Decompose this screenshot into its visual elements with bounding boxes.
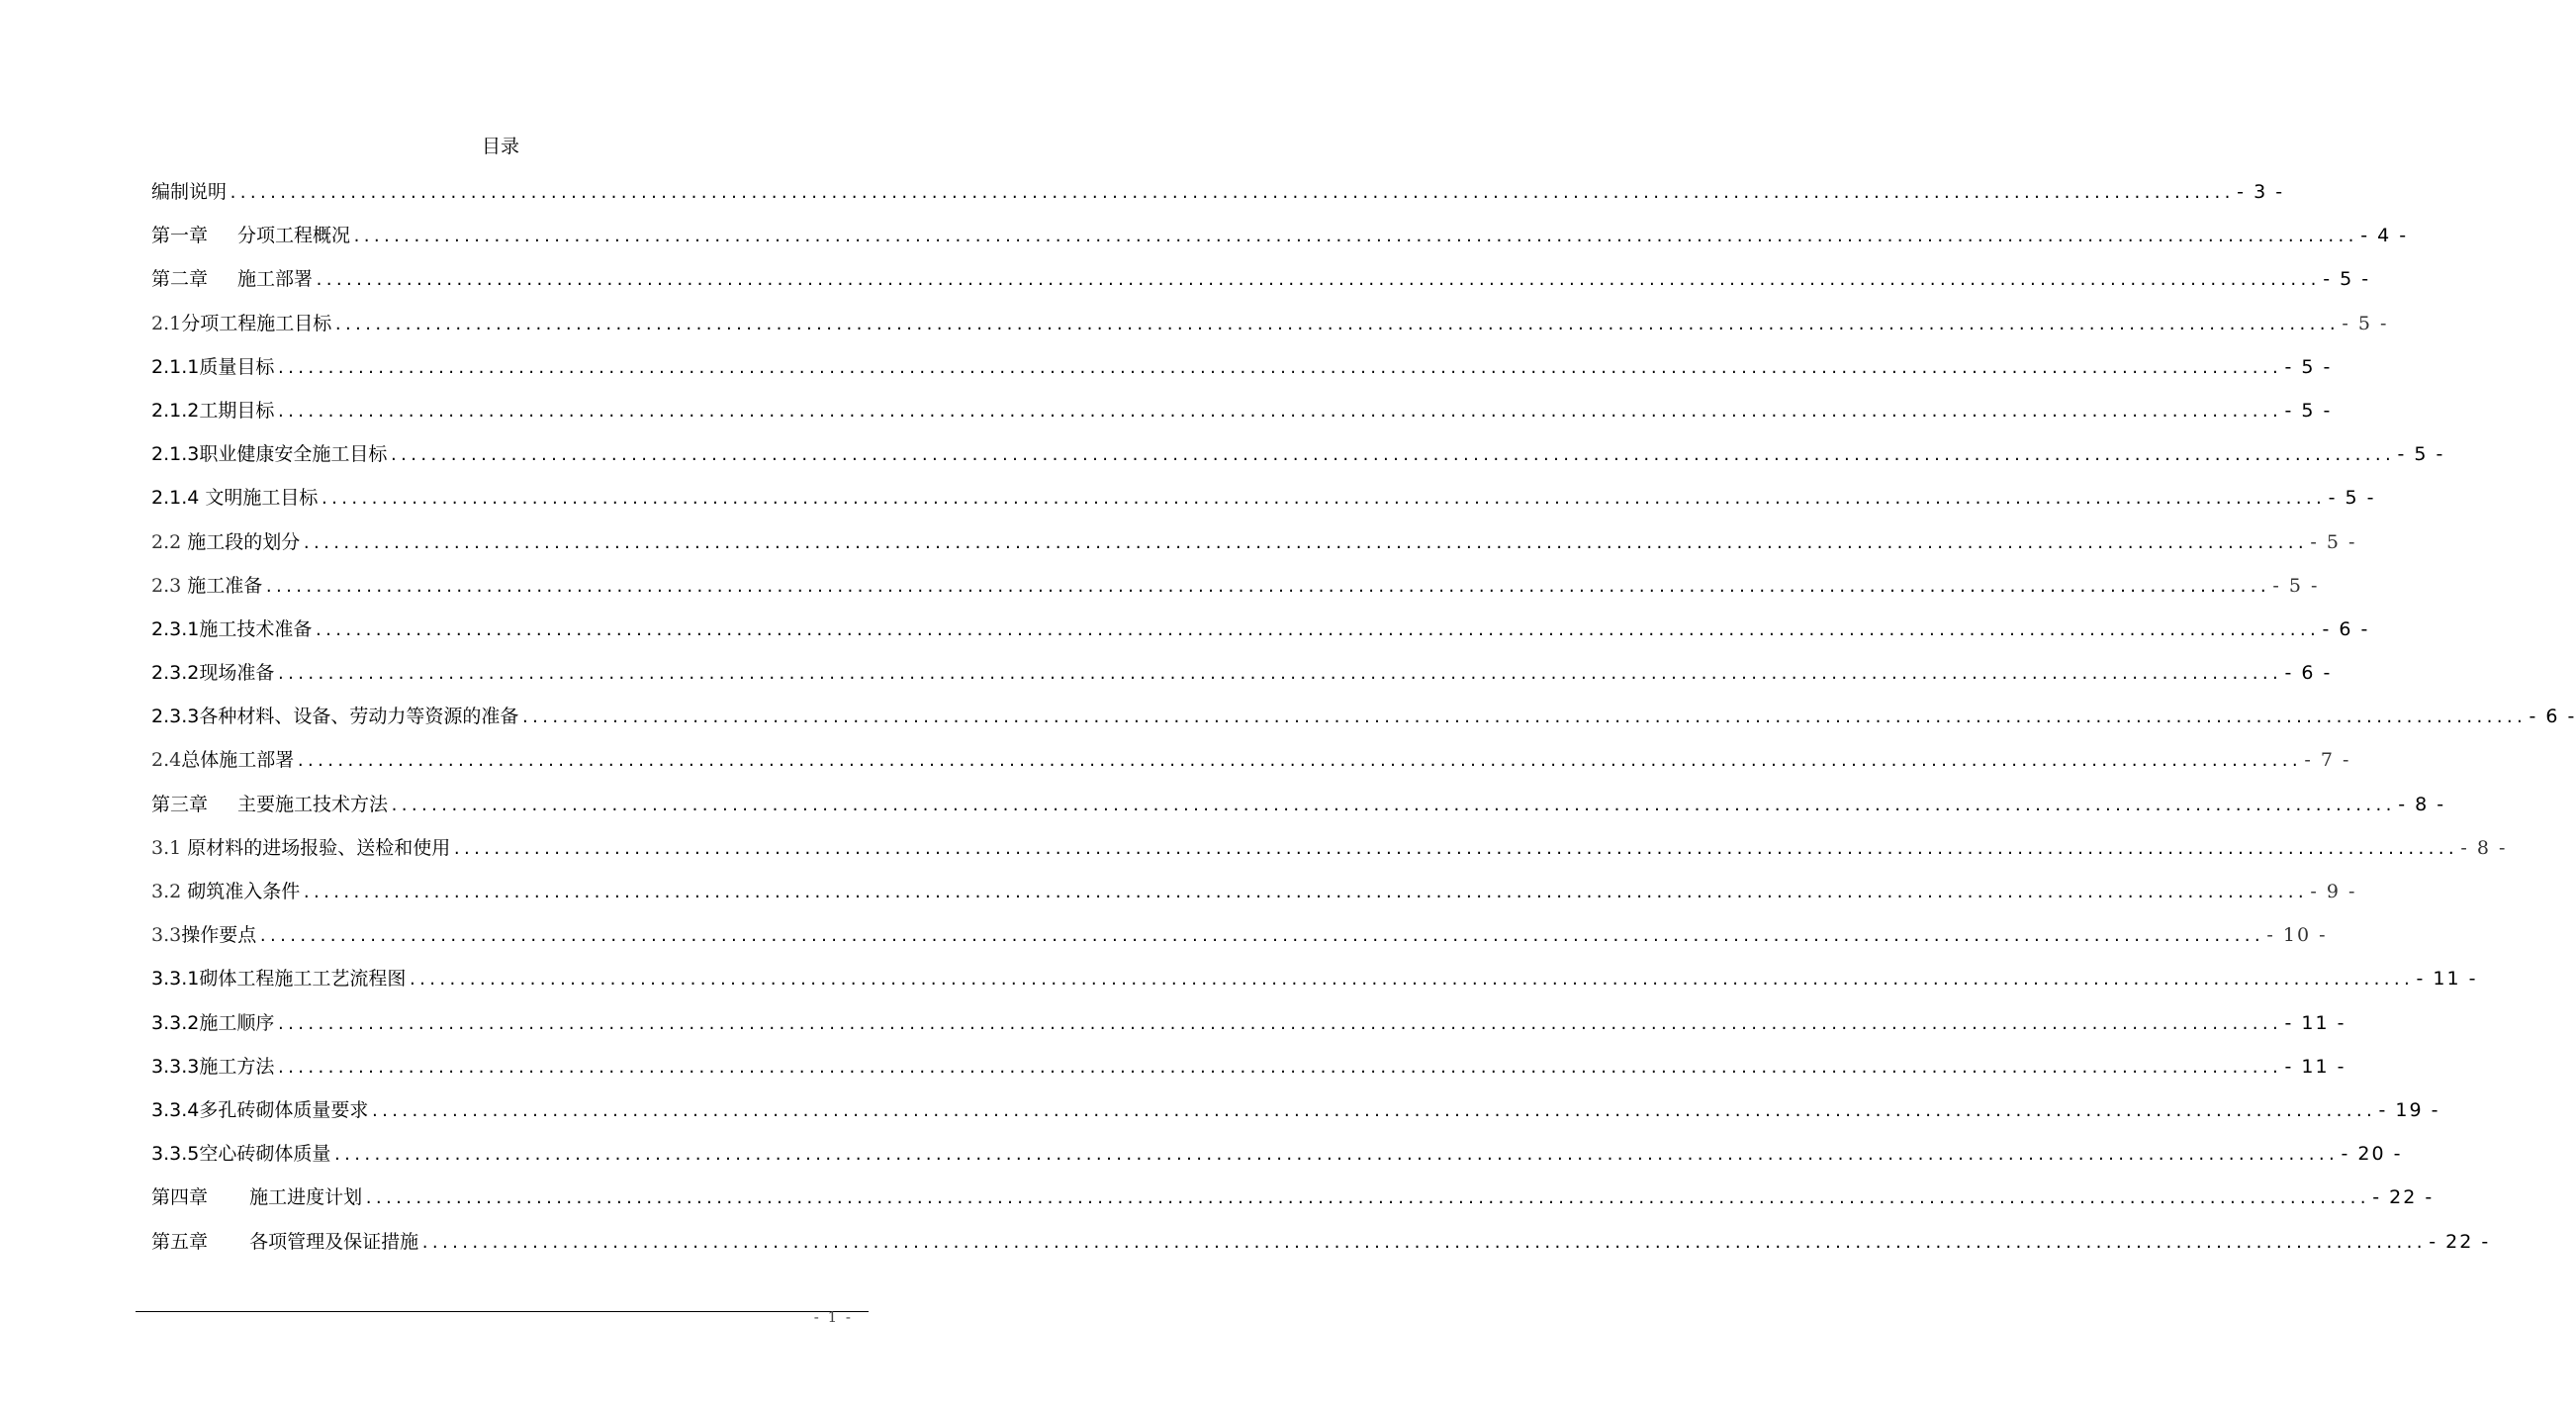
toc-entry-number: 第三章 <box>151 793 209 815</box>
toc-entry-number: 第五章 <box>151 1230 209 1253</box>
toc-entry-number: 3.1 <box>151 836 182 859</box>
toc-entry-number: 2.1.2 <box>151 399 200 422</box>
toc-entry-page: - 4 - <box>2360 225 2409 247</box>
toc-entry-page: - 7 - <box>2304 749 2351 772</box>
toc-entry-title: 空心砖砌体质量 <box>199 1143 331 1166</box>
toc-dot-leader: ........................................................................................................................................................................................................ <box>276 1014 2281 1033</box>
toc-entry-title: 主要施工技术方法 <box>237 793 389 815</box>
toc-entry-number: 2.1 <box>151 312 182 334</box>
toc-entry-title: 质量目标 <box>199 355 275 378</box>
toc-entry-page: - 6 - <box>2529 706 2576 728</box>
toc-dot-leader: ........................................................................................................................................................................................................ <box>390 796 2395 814</box>
toc-entry-page: - 11 - <box>2416 968 2478 991</box>
toc-entry-page: - 3 - <box>2237 181 2285 203</box>
toc-dot-leader: ........................................................................................................................................................................................................ <box>276 665 2281 684</box>
toc-entry-page: - 19 - <box>2378 1098 2440 1121</box>
toc-entry-number: 2.3 <box>151 574 182 597</box>
toc-entry-page: - 22 - <box>2372 1186 2435 1209</box>
toc-entry-page: - 22 - <box>2429 1230 2491 1253</box>
toc-dot-leader: ........................................................................................................................................................................................................ <box>302 533 2307 552</box>
toc-entry[interactable] <box>151 957 2478 1000</box>
toc-entry-page: - 8 - <box>2460 836 2508 859</box>
toc-entry-number: 2.3.2 <box>151 662 200 685</box>
toc-entry-page: - 5 - <box>2342 312 2389 334</box>
toc-entry[interactable] <box>151 1132 2403 1176</box>
toc-entry-number: 2.3.3 <box>151 706 200 728</box>
toc-entry-number: 3.3 <box>151 924 182 947</box>
toc-entry[interactable] <box>151 1220 2491 1264</box>
toc-entry-page: - 5 - <box>2397 443 2445 466</box>
toc-entry-number: 3.3.3 <box>151 1055 200 1078</box>
toc-entry-number: 3.3.2 <box>151 1011 200 1034</box>
page-title: 目录 <box>481 136 519 157</box>
toc-entry-page: - 10 - <box>2266 924 2328 947</box>
toc-entry[interactable] <box>151 695 2576 738</box>
toc-dot-leader: ........................................................................................................................................................................................................ <box>420 1233 2426 1252</box>
table-of-contents <box>151 170 2576 1264</box>
toc-dot-leader: ........................................................................................................................................................................................................ <box>264 577 2269 596</box>
toc-entry-title: 施工技术准备 <box>199 617 313 640</box>
toc-entry-title: 现场准备 <box>199 662 275 685</box>
toc-entry-title: 施工顺序 <box>199 1011 275 1034</box>
toc-entry-title: 原材料的进场报验、送检和使用 <box>181 836 451 859</box>
toc-entry-page: - 5 - <box>2328 487 2376 510</box>
toc-entry-title: 各项管理及保证措施 <box>237 1230 419 1253</box>
toc-dot-leader: ........................................................................................................................................................................................................ <box>333 315 2339 333</box>
toc-entry-number: 3.3.4 <box>151 1098 200 1121</box>
toc-entry[interactable] <box>151 1088 2440 1132</box>
toc-entry[interactable] <box>151 913 2328 957</box>
toc-entry-title: 分项工程概况 <box>237 225 351 247</box>
toc-entry[interactable] <box>151 826 2508 870</box>
toc-entry-number: 2.1.4 <box>151 487 200 510</box>
toc-entry-page: - 11 - <box>2284 1011 2346 1034</box>
toc-entry-title: 总体施工部署 <box>181 749 295 772</box>
toc-entry-title: 编制说明 <box>151 181 228 203</box>
toc-entry-number: 2.2 <box>151 530 182 553</box>
toc-dot-leader: ........................................................................................................................................................................................................ <box>276 358 2281 377</box>
toc-entry-number: 第四章 <box>151 1186 209 1209</box>
toc-entry[interactable] <box>151 1045 2346 1088</box>
toc-entry-title: 砌筑准入条件 <box>181 881 301 902</box>
toc-entry[interactable] <box>151 302 2389 345</box>
toc-dot-leader: ........................................................................................................................................................................................................ <box>389 446 2394 465</box>
toc-entry-number: 第二章 <box>151 268 209 291</box>
toc-entry-number: 2.4 <box>151 749 182 772</box>
toc-dot-leader: ........................................................................................................................................................................................................ <box>364 1189 2369 1208</box>
toc-entry[interactable] <box>151 476 2376 519</box>
toc-entry[interactable] <box>151 432 2445 476</box>
toc-entry-title: 文明施工目标 <box>199 487 319 510</box>
toc-entry-title: 施工方法 <box>199 1055 275 1078</box>
toc-entry-page: - 8 - <box>2398 793 2446 815</box>
toc-entry[interactable] <box>151 214 2409 257</box>
toc-dot-leader: ........................................................................................................................................................................................................ <box>258 927 2263 946</box>
toc-entry[interactable] <box>151 564 2320 608</box>
toc-entry-page: - 5 - <box>2284 399 2333 422</box>
toc-entry[interactable] <box>151 389 2333 432</box>
footer-divider <box>136 1311 869 1312</box>
toc-entry-title: 工期目标 <box>199 399 275 422</box>
toc-dot-leader: ........................................................................................................................................................................................................ <box>302 884 2307 901</box>
toc-entry-page: - 5 - <box>2284 355 2333 378</box>
toc-dot-leader: ........................................................................................................................................................................................................ <box>229 184 2234 202</box>
toc-entry-title: 操作要点 <box>181 924 257 947</box>
toc-entry-title: 施工段的划分 <box>181 530 301 553</box>
toc-dot-leader: ........................................................................................................................................................................................................ <box>320 490 2325 509</box>
toc-entry-number: 第一章 <box>151 225 209 247</box>
toc-dot-leader: ........................................................................................................................................................................................................ <box>408 971 2413 990</box>
toc-entry-number: 3.3.1 <box>151 968 200 991</box>
toc-entry[interactable] <box>151 1176 2435 1219</box>
toc-entry[interactable] <box>151 345 2333 389</box>
toc-entry-page: - 11 - <box>2284 1055 2346 1078</box>
toc-dot-leader: ........................................................................................................................................................................................................ <box>452 839 2457 858</box>
toc-dot-leader: ........................................................................................................................................................................................................ <box>352 228 2357 246</box>
toc-entry[interactable] <box>151 520 2357 564</box>
toc-entry-title: 职业健康安全施工目标 <box>199 443 388 466</box>
toc-entry[interactable] <box>151 1001 2346 1045</box>
toc-entry-title: 多孔砖砌体质量要求 <box>199 1098 369 1121</box>
toc-entry[interactable] <box>151 783 2446 826</box>
toc-dot-leader: ........................................................................................................................................................................................................ <box>314 620 2319 639</box>
toc-entry-number: 3.2 <box>151 881 182 902</box>
toc-dot-leader: ........................................................................................................................................................................................................ <box>276 1058 2281 1077</box>
toc-dot-leader: ........................................................................................................................................................................................................ <box>296 752 2301 771</box>
toc-entry-page: - 20 - <box>2341 1143 2403 1166</box>
toc-entry-title: 施工部署 <box>237 268 314 291</box>
toc-entry-page: - 6 - <box>2284 662 2333 685</box>
toc-entry-page: - 5 - <box>2272 574 2320 597</box>
toc-entry-number: 2.1.3 <box>151 443 200 466</box>
toc-entry[interactable] <box>151 257 2371 301</box>
toc-entry-title: 施工进度计划 <box>237 1186 363 1209</box>
toc-dot-leader: ........................................................................................................................................................................................................ <box>315 271 2320 290</box>
toc-entry-page: - 5 - <box>2310 530 2357 553</box>
toc-dot-leader: ........................................................................................................................................................................................................ <box>332 1146 2338 1165</box>
toc-entry[interactable] <box>151 651 2333 695</box>
toc-entry-page: - 9 - <box>2310 881 2357 902</box>
toc-entry-title: 砌体工程施工工艺流程图 <box>199 968 407 991</box>
toc-entry-number: 2.3.1 <box>151 617 200 640</box>
toc-entry-title: 施工准备 <box>181 574 263 597</box>
toc-entry[interactable] <box>151 170 2285 214</box>
toc-dot-leader: ........................................................................................................................................................................................................ <box>370 1101 2375 1120</box>
footer-page-number: - 1 - <box>813 1308 853 1326</box>
toc-dot-leader: ........................................................................................................................................................................................................ <box>276 402 2281 421</box>
toc-dot-leader: ........................................................................................................................................................................................................ <box>520 708 2526 727</box>
toc-entry-title: 分项工程施工目标 <box>181 312 332 334</box>
toc-entry-number: 3.3.5 <box>151 1143 200 1166</box>
toc-entry[interactable] <box>151 608 2370 651</box>
toc-entry-number: 2.1.1 <box>151 355 200 378</box>
toc-entry-page: - 5 - <box>2323 268 2371 291</box>
toc-entry-title: 各种材料、设备、劳动力等资源的准备 <box>199 706 519 728</box>
toc-entry-page: - 6 - <box>2322 617 2370 640</box>
toc-entry[interactable] <box>151 738 2351 782</box>
toc-entry[interactable] <box>151 870 2357 913</box>
